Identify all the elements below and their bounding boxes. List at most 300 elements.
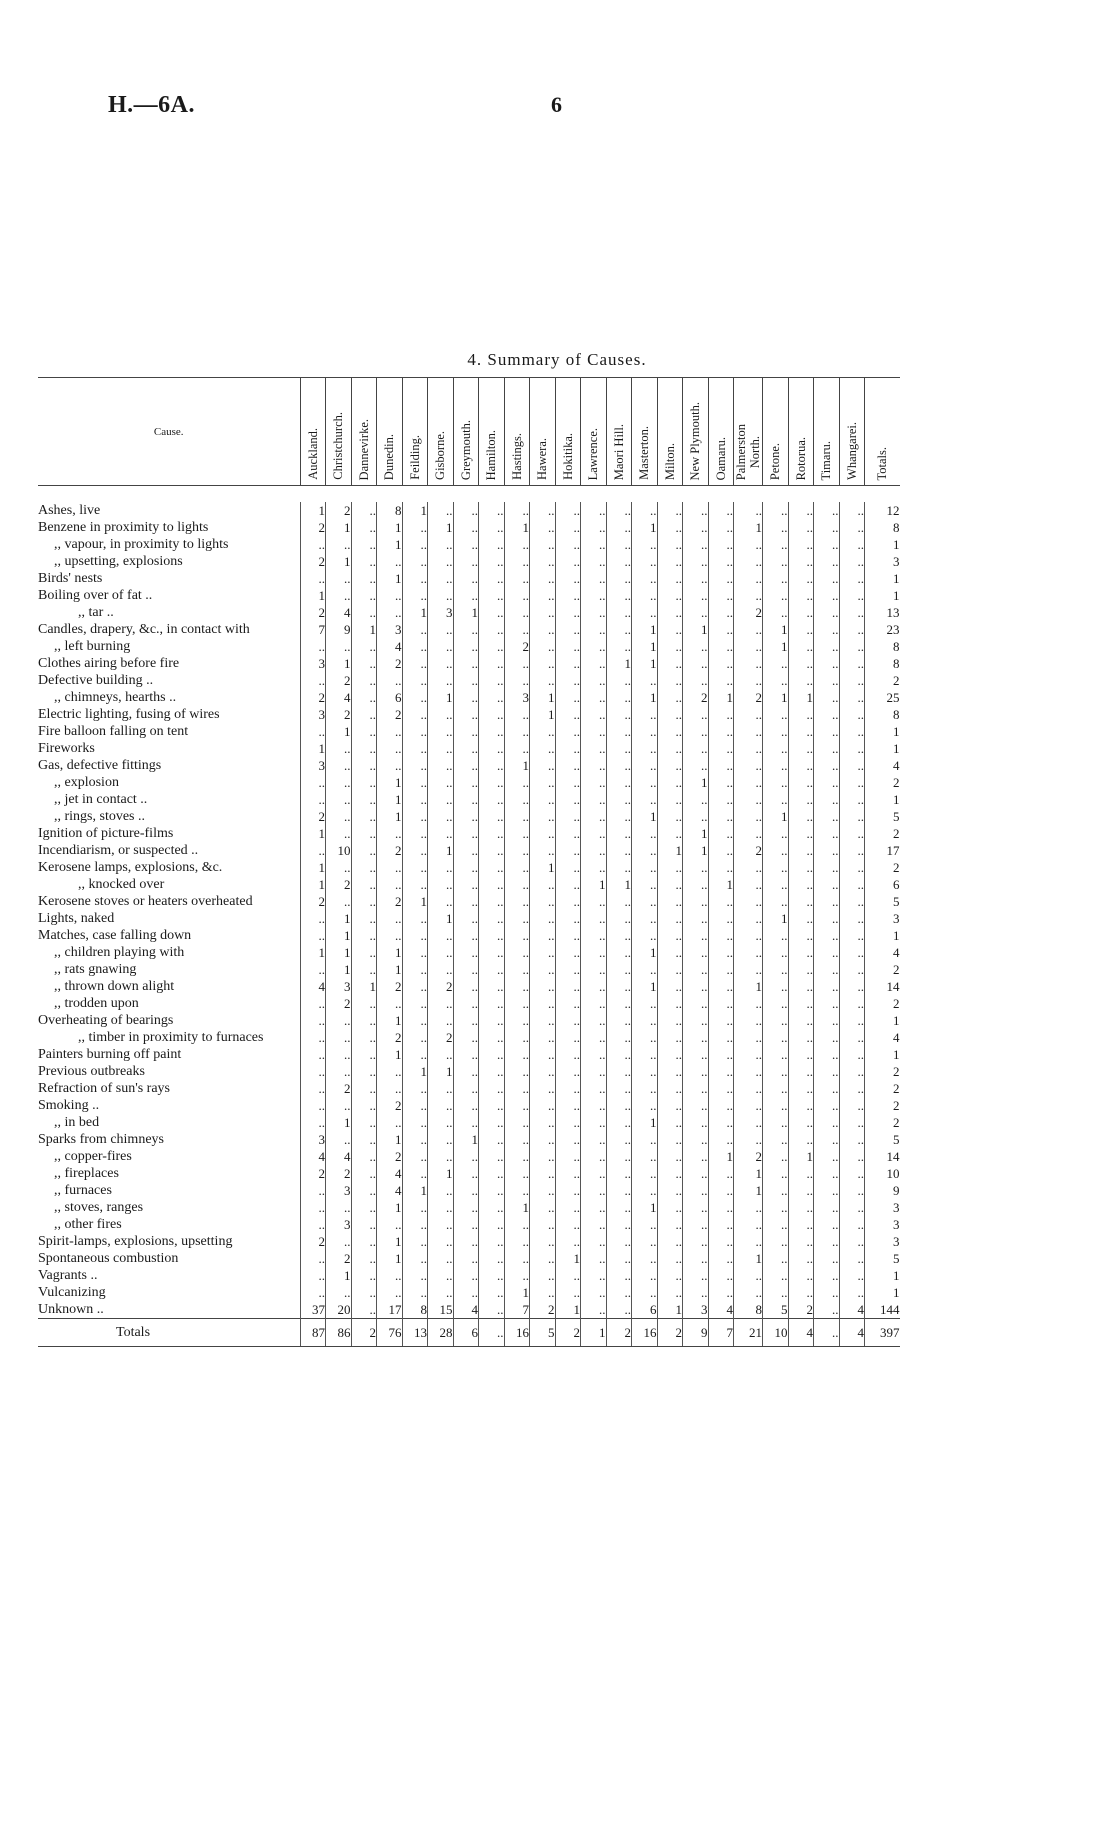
count-cell: .. [606, 1148, 632, 1165]
count-cell: .. [839, 774, 865, 791]
count-cell: .. [657, 1267, 683, 1284]
cause-label: Lights, naked [38, 911, 115, 926]
count-cell: .. [657, 1046, 683, 1063]
count-cell: .. [839, 910, 865, 927]
count-cell: 1 [377, 1250, 403, 1267]
table-row [38, 961, 900, 978]
count-cell: .. [504, 655, 530, 672]
count-cell: .. [402, 1080, 428, 1097]
count-cell: .. [530, 672, 556, 689]
count-cell: .. [763, 1063, 789, 1080]
count-cell: 1 [428, 1165, 454, 1182]
count-cell: .. [657, 1063, 683, 1080]
cause-label: ,, explosion [54, 775, 119, 790]
count-cell: .. [788, 893, 814, 910]
count-cell: .. [402, 706, 428, 723]
count-cell: .. [814, 1250, 840, 1267]
count-cell: .. [683, 757, 709, 774]
count-cell: .. [402, 1199, 428, 1216]
count-cell: 2 [300, 604, 326, 621]
table-row [38, 1046, 900, 1063]
count-cell: .. [632, 706, 658, 723]
count-cell: 2 [734, 604, 763, 621]
count-cell: .. [606, 604, 632, 621]
count-cell: 2 [865, 672, 900, 689]
count-cell: .. [839, 1148, 865, 1165]
count-cell: .. [402, 1250, 428, 1267]
count-cell: .. [814, 1131, 840, 1148]
count-cell: .. [606, 842, 632, 859]
cause-label: Kerosene stoves or heaters overheated [38, 894, 253, 909]
count-cell: 1 [763, 689, 789, 706]
count-cell: .. [351, 1148, 377, 1165]
count-cell: .. [581, 621, 607, 638]
count-cell: .. [453, 944, 479, 961]
count-cell: .. [606, 672, 632, 689]
cause-label: ,, knocked over [78, 877, 165, 892]
count-cell: .. [555, 978, 581, 995]
count-cell: .. [606, 1216, 632, 1233]
table-row [38, 689, 900, 706]
count-cell: .. [839, 536, 865, 553]
count-cell: .. [657, 944, 683, 961]
count-cell: .. [606, 1267, 632, 1284]
count-cell: .. [479, 1029, 505, 1046]
count-cell: .. [453, 1216, 479, 1233]
count-cell: .. [788, 1199, 814, 1216]
count-cell: .. [606, 1029, 632, 1046]
table-row [38, 757, 900, 774]
count-cell: 2 [734, 842, 763, 859]
count-cell: .. [351, 655, 377, 672]
count-cell: .. [763, 570, 789, 587]
cause-label: Smoking .. [38, 1098, 100, 1113]
count-cell: .. [479, 927, 505, 944]
count-cell: .. [657, 740, 683, 757]
count-cell: .. [788, 1233, 814, 1250]
count-cell: .. [581, 859, 607, 876]
count-cell: .. [351, 638, 377, 655]
count-cell: .. [788, 1267, 814, 1284]
count-cell: .. [708, 978, 734, 995]
count-cell: .. [657, 1250, 683, 1267]
count-cell: 1 [865, 723, 900, 740]
count-cell: .. [814, 1199, 840, 1216]
cause-label: ,, in bed [54, 1115, 100, 1130]
count-cell: .. [683, 893, 709, 910]
count-cell: .. [657, 604, 683, 621]
count-cell: .. [657, 621, 683, 638]
count-cell: 1 [865, 536, 900, 553]
count-cell: .. [428, 1267, 454, 1284]
count-cell: .. [814, 757, 840, 774]
count-cell: .. [788, 1284, 814, 1301]
count-cell: 17 [377, 1301, 403, 1319]
count-cell: .. [351, 1216, 377, 1233]
table-row [38, 1199, 900, 1216]
count-cell: .. [300, 1046, 326, 1063]
count-cell: .. [351, 791, 377, 808]
table-row [38, 519, 900, 536]
count-cell: .. [657, 1131, 683, 1148]
count-cell: .. [708, 1165, 734, 1182]
total-cell: 10 [763, 1319, 789, 1347]
count-cell: .. [351, 723, 377, 740]
count-cell: .. [839, 995, 865, 1012]
count-cell: .. [657, 978, 683, 995]
count-cell: 2 [300, 808, 326, 825]
count-cell: .. [479, 689, 505, 706]
count-cell: .. [708, 808, 734, 825]
count-cell: .. [814, 910, 840, 927]
count-cell: .. [351, 1267, 377, 1284]
total-cell: 2 [351, 1319, 377, 1347]
count-cell: .. [555, 1165, 581, 1182]
count-cell: 2 [865, 1063, 900, 1080]
table-row [38, 808, 900, 825]
count-cell: .. [839, 1284, 865, 1301]
count-cell: .. [683, 944, 709, 961]
cause-label: ,, jet in contact .. [54, 792, 148, 807]
count-cell: .. [504, 1165, 530, 1182]
count-cell: .. [708, 1182, 734, 1199]
count-cell: .. [581, 978, 607, 995]
count-cell: .. [683, 1267, 709, 1284]
count-cell: .. [788, 536, 814, 553]
count-cell: 1 [865, 587, 900, 604]
count-cell: .. [708, 961, 734, 978]
count-cell: .. [606, 587, 632, 604]
count-cell: .. [632, 1165, 658, 1182]
count-cell: .. [453, 791, 479, 808]
count-cell: .. [402, 672, 428, 689]
count-cell: .. [453, 1182, 479, 1199]
count-cell: .. [581, 1080, 607, 1097]
count-cell: 2 [865, 859, 900, 876]
count-cell: .. [683, 961, 709, 978]
count-cell: .. [632, 876, 658, 893]
count-cell: .. [530, 757, 556, 774]
count-cell: 9 [326, 621, 352, 638]
cause-label: Birds' nests [38, 571, 103, 586]
count-cell: .. [555, 961, 581, 978]
count-cell: 1 [865, 791, 900, 808]
count-cell: .. [657, 706, 683, 723]
count-cell: 1 [300, 876, 326, 893]
count-cell: .. [402, 723, 428, 740]
count-cell: .. [839, 1063, 865, 1080]
count-cell: 4 [453, 1301, 479, 1319]
count-cell: .. [326, 1097, 352, 1114]
count-cell: .. [479, 604, 505, 621]
count-cell: .. [402, 553, 428, 570]
count-cell: .. [763, 1233, 789, 1250]
column-header: Hamilton. [479, 378, 505, 486]
count-cell: .. [479, 1284, 505, 1301]
count-cell: .. [683, 536, 709, 553]
count-cell: 1 [377, 570, 403, 587]
table-row [38, 927, 900, 944]
count-cell: .. [453, 536, 479, 553]
count-cell: .. [581, 774, 607, 791]
count-cell: 1 [683, 774, 709, 791]
count-cell: .. [683, 1216, 709, 1233]
count-cell: .. [479, 893, 505, 910]
count-cell: .. [351, 689, 377, 706]
count-cell: 1 [734, 1182, 763, 1199]
count-cell: .. [453, 1165, 479, 1182]
count-cell: .. [683, 1131, 709, 1148]
count-cell: .. [708, 621, 734, 638]
count-cell: .. [814, 774, 840, 791]
count-cell: 1 [377, 1199, 403, 1216]
count-cell: .. [839, 1216, 865, 1233]
count-cell: .. [402, 1131, 428, 1148]
table-row [38, 1284, 900, 1301]
count-cell: .. [606, 706, 632, 723]
count-cell: 2 [326, 706, 352, 723]
count-cell: 37 [300, 1301, 326, 1319]
table-row [38, 655, 900, 672]
cause-label: Incendiarism, or suspected .. [38, 843, 199, 858]
count-cell: .. [581, 1029, 607, 1046]
count-cell: .. [788, 655, 814, 672]
count-cell: .. [402, 1114, 428, 1131]
count-cell: .. [814, 1233, 840, 1250]
count-cell: .. [763, 1284, 789, 1301]
count-cell: .. [606, 774, 632, 791]
count-cell: .. [530, 825, 556, 842]
table-row [38, 1165, 900, 1182]
count-cell: .. [734, 621, 763, 638]
count-cell: .. [606, 1301, 632, 1319]
count-cell: .. [839, 1046, 865, 1063]
count-cell: .. [555, 825, 581, 842]
count-cell: .. [530, 740, 556, 757]
count-cell: .. [657, 587, 683, 604]
cause-label: Defective building .. [38, 673, 154, 688]
count-cell: .. [581, 502, 607, 519]
count-cell: .. [814, 1012, 840, 1029]
count-cell: 1 [734, 978, 763, 995]
count-cell: .. [555, 1284, 581, 1301]
count-cell: .. [581, 1182, 607, 1199]
count-cell: .. [428, 740, 454, 757]
count-cell: .. [300, 927, 326, 944]
cause-label: Fireworks [38, 741, 95, 756]
count-cell: .. [428, 553, 454, 570]
count-cell: .. [606, 961, 632, 978]
count-cell: 1 [632, 1199, 658, 1216]
count-cell: .. [708, 672, 734, 689]
count-cell: .. [453, 570, 479, 587]
count-cell: .. [530, 808, 556, 825]
count-cell: 1 [865, 927, 900, 944]
count-cell: .. [763, 1216, 789, 1233]
total-cell: 21 [734, 1319, 763, 1347]
count-cell: .. [814, 1080, 840, 1097]
count-cell: .. [555, 519, 581, 536]
count-cell: 3 [865, 910, 900, 927]
count-cell: 7 [300, 621, 326, 638]
count-cell: 13 [865, 604, 900, 621]
count-cell: .. [300, 995, 326, 1012]
count-cell: .. [606, 536, 632, 553]
count-cell: .. [763, 740, 789, 757]
count-cell: .. [428, 536, 454, 553]
count-cell: 2 [865, 995, 900, 1012]
page-number: 6 [551, 92, 562, 117]
count-cell: 3 [865, 553, 900, 570]
count-cell: .. [555, 655, 581, 672]
count-cell: .. [788, 740, 814, 757]
count-cell: 1 [734, 1165, 763, 1182]
count-cell: .. [683, 978, 709, 995]
count-cell: .. [683, 1029, 709, 1046]
count-cell: .. [402, 570, 428, 587]
count-cell: 2 [300, 689, 326, 706]
count-cell: .. [581, 791, 607, 808]
count-cell: .. [326, 757, 352, 774]
count-cell: .. [581, 638, 607, 655]
count-cell: .. [428, 1080, 454, 1097]
count-cell: .. [708, 1233, 734, 1250]
count-cell: 2 [377, 1148, 403, 1165]
total-cell: 4 [788, 1319, 814, 1347]
count-cell: .. [657, 1097, 683, 1114]
cause-label: Gas, defective fittings [38, 758, 162, 773]
count-cell: .. [683, 519, 709, 536]
count-cell: .. [581, 1148, 607, 1165]
count-cell: .. [402, 740, 428, 757]
count-cell: 2 [326, 1080, 352, 1097]
count-cell: .. [479, 944, 505, 961]
count-cell: .. [683, 1148, 709, 1165]
count-cell: 4 [377, 1165, 403, 1182]
count-cell: .. [530, 1233, 556, 1250]
count-cell: 2 [326, 502, 352, 519]
count-cell: .. [708, 706, 734, 723]
cause-label: ,, left burning [54, 639, 131, 654]
cause-label: ,, furnaces [54, 1183, 112, 1198]
count-cell: .. [351, 553, 377, 570]
cause-label: ,, children playing with [54, 945, 185, 960]
count-cell: 1 [734, 519, 763, 536]
count-cell: 5 [865, 1131, 900, 1148]
count-cell: .. [402, 978, 428, 995]
count-cell: .. [734, 740, 763, 757]
count-cell: .. [555, 1114, 581, 1131]
count-cell: 8 [734, 1301, 763, 1319]
count-cell: 1 [632, 689, 658, 706]
cause-label: Electric lighting, fusing of wires [38, 707, 220, 722]
count-cell: 1 [326, 553, 352, 570]
count-cell: .. [839, 604, 865, 621]
count-cell: .. [351, 757, 377, 774]
count-cell: .. [606, 910, 632, 927]
table-row [38, 1301, 900, 1319]
table-title: 4. Summary of Causes. [467, 350, 647, 369]
count-cell: .. [300, 774, 326, 791]
count-cell: 1 [402, 502, 428, 519]
count-cell: .. [814, 1148, 840, 1165]
total-cell: 13 [402, 1319, 428, 1347]
count-cell: .. [581, 910, 607, 927]
count-cell: .. [788, 1131, 814, 1148]
count-cell: .. [326, 1284, 352, 1301]
count-cell: .. [453, 1063, 479, 1080]
count-cell: .. [581, 1301, 607, 1319]
count-cell: .. [788, 553, 814, 570]
count-cell: 2 [300, 519, 326, 536]
count-cell: .. [814, 1063, 840, 1080]
count-cell: .. [351, 1165, 377, 1182]
count-cell: .. [530, 1250, 556, 1267]
cause-label: Unknown .. [38, 1302, 104, 1317]
count-cell: .. [428, 1182, 454, 1199]
count-cell: 2 [300, 893, 326, 910]
count-cell: .. [763, 825, 789, 842]
count-cell: .. [530, 774, 556, 791]
count-cell: .. [657, 927, 683, 944]
count-cell: .. [683, 808, 709, 825]
count-cell: .. [788, 842, 814, 859]
count-cell: .. [402, 842, 428, 859]
count-cell: .. [351, 740, 377, 757]
count-cell: .. [683, 706, 709, 723]
count-cell: .. [351, 1046, 377, 1063]
count-cell: .. [479, 655, 505, 672]
count-cell: .. [839, 706, 865, 723]
cause-label: Fire balloon falling on tent [38, 724, 189, 739]
count-cell: .. [606, 1233, 632, 1250]
count-cell: .. [504, 859, 530, 876]
count-cell: 1 [300, 944, 326, 961]
count-cell: .. [683, 638, 709, 655]
count-cell: .. [453, 842, 479, 859]
count-cell: .. [683, 570, 709, 587]
count-cell: .. [377, 995, 403, 1012]
count-cell: .. [606, 1199, 632, 1216]
count-cell: 2 [865, 1080, 900, 1097]
count-cell: 1 [555, 1301, 581, 1319]
table-row [38, 587, 900, 604]
count-cell: .. [479, 570, 505, 587]
count-cell: .. [428, 893, 454, 910]
count-cell: 1 [763, 910, 789, 927]
count-cell: .. [763, 587, 789, 604]
count-cell: .. [555, 570, 581, 587]
count-cell: .. [530, 621, 556, 638]
count-cell: .. [479, 757, 505, 774]
count-cell: .. [788, 1097, 814, 1114]
count-cell: .. [734, 808, 763, 825]
count-cell: .. [788, 910, 814, 927]
count-cell: 1 [402, 1063, 428, 1080]
count-cell: .. [657, 808, 683, 825]
count-cell: .. [657, 825, 683, 842]
count-cell: .. [326, 1063, 352, 1080]
count-cell: .. [788, 672, 814, 689]
count-cell: .. [657, 570, 683, 587]
count-cell: .. [763, 893, 789, 910]
count-cell: .. [402, 621, 428, 638]
count-cell: .. [683, 876, 709, 893]
count-cell: 3 [683, 1301, 709, 1319]
count-cell: 1 [377, 536, 403, 553]
count-cell: .. [479, 706, 505, 723]
total-cell: 1 [581, 1319, 607, 1347]
